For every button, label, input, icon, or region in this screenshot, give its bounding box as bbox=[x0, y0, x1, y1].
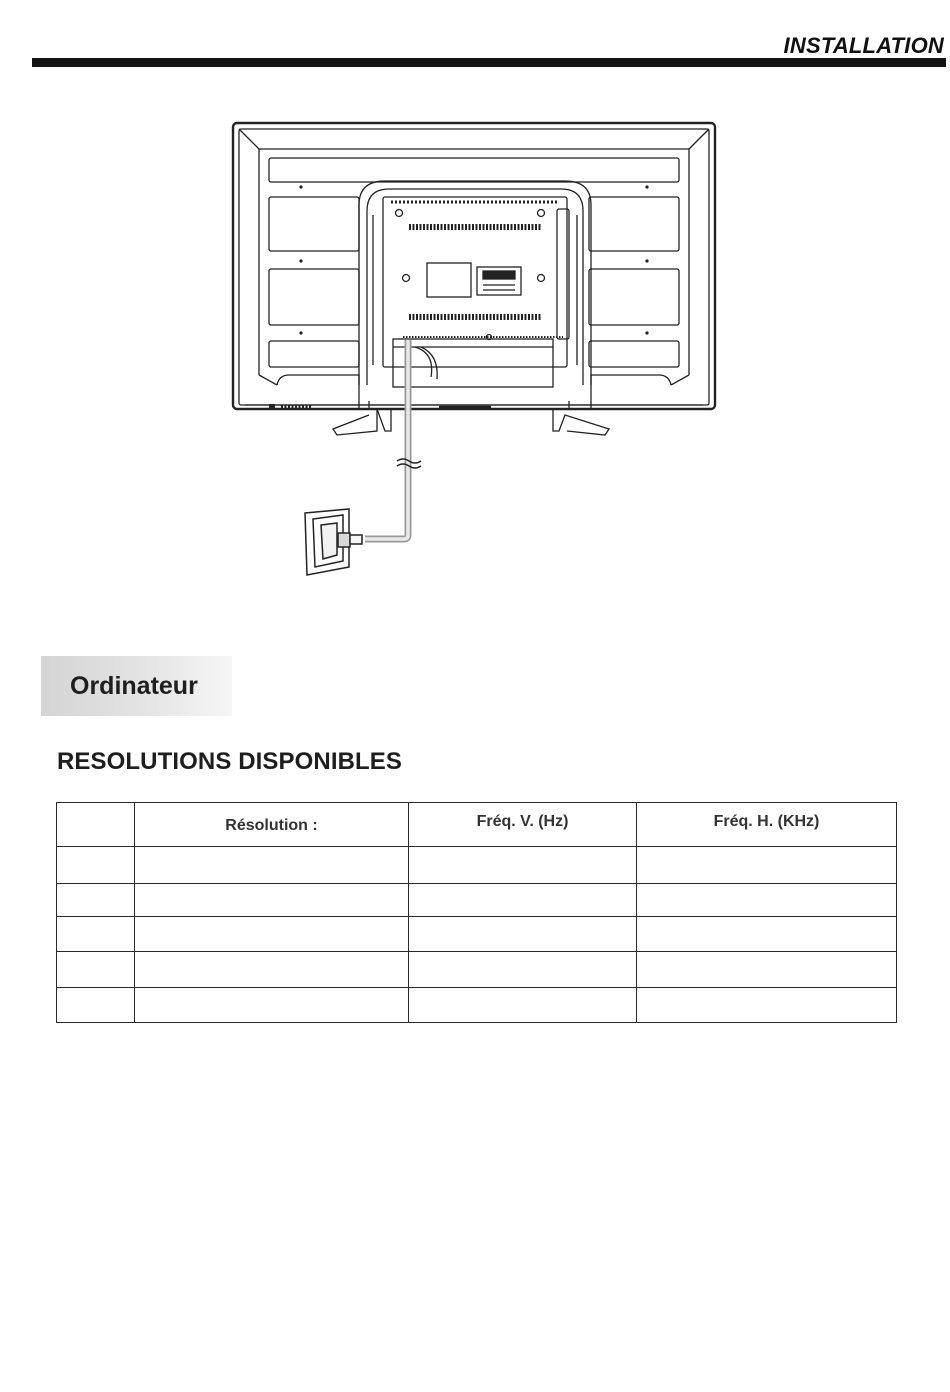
table-cell bbox=[637, 917, 897, 952]
table-cell bbox=[637, 847, 897, 884]
header-index bbox=[57, 803, 135, 847]
table-cell bbox=[637, 884, 897, 917]
wall-outlet bbox=[305, 509, 362, 575]
table-row bbox=[57, 988, 897, 1023]
tv-panel-dots bbox=[269, 185, 649, 410]
table-cell bbox=[57, 988, 135, 1023]
table-cell bbox=[637, 988, 897, 1023]
table-cell bbox=[637, 952, 897, 988]
table-cell bbox=[57, 917, 135, 952]
header-vfreq: Fréq. V. (Hz) bbox=[409, 803, 637, 847]
table-cell bbox=[57, 847, 135, 884]
table-cell bbox=[409, 917, 637, 952]
table-cell bbox=[409, 988, 637, 1023]
section-tab bbox=[41, 656, 232, 716]
table-cell bbox=[409, 952, 637, 988]
table-row bbox=[57, 917, 897, 952]
tv-power-connection-diagram bbox=[225, 115, 725, 585]
table-cell bbox=[409, 847, 637, 884]
tv-stand-left bbox=[333, 401, 391, 435]
table-cell bbox=[409, 884, 637, 917]
header-rule bbox=[32, 58, 946, 67]
table-cell bbox=[135, 884, 409, 917]
header-resolution: Résolution : bbox=[135, 803, 409, 847]
tv-rear-panel bbox=[233, 123, 715, 409]
table-cell bbox=[135, 847, 409, 884]
header-hfreq: Fréq. H. (KHz) bbox=[637, 803, 897, 847]
resolutions-heading: RESOLUTIONS DISPONIBLES bbox=[57, 748, 403, 775]
header-title: INSTALLATION bbox=[783, 33, 944, 58]
table-cell bbox=[57, 884, 135, 917]
table-header-row bbox=[57, 803, 897, 847]
table-cell bbox=[135, 988, 409, 1023]
table-row bbox=[57, 847, 897, 884]
table-row bbox=[57, 884, 897, 917]
tv-stand-right bbox=[553, 401, 609, 435]
section-title: Ordinateur bbox=[70, 672, 198, 700]
table-row bbox=[57, 952, 897, 988]
table-cell bbox=[57, 952, 135, 988]
table-cell bbox=[135, 917, 409, 952]
table-cell bbox=[135, 952, 409, 988]
resolutions-table bbox=[56, 802, 897, 1023]
